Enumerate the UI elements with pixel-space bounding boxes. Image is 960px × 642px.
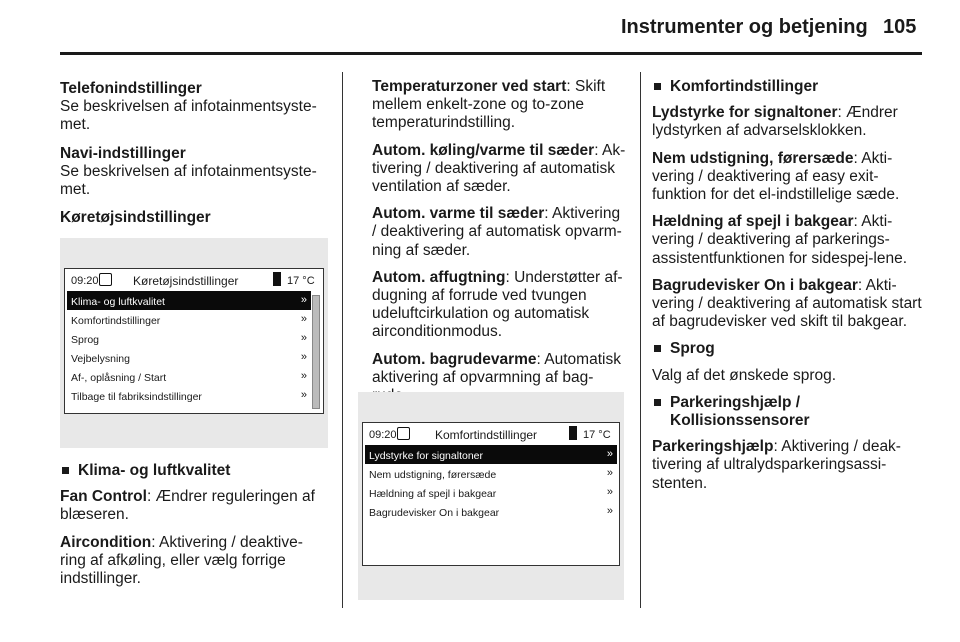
- menu-item-vejbelysning[interactable]: [67, 348, 311, 367]
- thermometer-icon: [273, 272, 281, 286]
- sprog-heading: Sprog: [670, 340, 715, 358]
- menu-item-label: Hældning af spejl i bakgear: [369, 488, 497, 500]
- temp-zones-text: : Skift mellem enkelt-zone og to-zone temperaturindstilling.: [372, 78, 606, 132]
- chevron-right-icon: »: [606, 505, 613, 517]
- menu-item-oplasning[interactable]: [67, 367, 311, 386]
- menu-item-sprog[interactable]: [67, 329, 311, 348]
- klima-bullet: [60, 462, 328, 480]
- settings-icon: [99, 273, 112, 286]
- vol-label: Lydstyrke for signaltoner: [652, 104, 838, 122]
- chevron-right-icon: »: [606, 467, 613, 479]
- chevron-right-icon: »: [300, 294, 307, 306]
- komfort-bullet: [652, 78, 924, 96]
- screen-frame: [362, 422, 620, 566]
- menu-item-signal-volume[interactable]: [365, 445, 617, 464]
- screen-title: Køretøjsindstillinger: [133, 274, 239, 288]
- park-text: : Aktivering / deak-tivering af ultralydsparkeringsassi-stenten.: [652, 438, 901, 492]
- temp-zones-label: Temperaturzoner ved start: [372, 78, 567, 95]
- navi-text: Se beskrivelsen af infotainmentsyste-met.: [60, 162, 317, 199]
- settings-icon: [397, 427, 410, 440]
- mirror-label: Hældning af spejl i bakgear: [652, 213, 854, 231]
- menu-item-easy-exit[interactable]: [365, 464, 617, 483]
- screen-time: 09:20: [71, 275, 99, 287]
- auto-cool-text: : Ak-tivering / deaktivering af automatisk ventilation af sæder.: [372, 141, 626, 196]
- park-label: Parkeringshjælp: [652, 438, 774, 456]
- column-divider-1: [342, 72, 343, 608]
- screen-title: Komfortindstillinger: [435, 428, 538, 442]
- menu-item-label: Klima- og luftkvalitet: [71, 296, 165, 308]
- vehicle-heading: Køretøjsindstillinger: [60, 209, 211, 227]
- aircon-text: : Aktivering / deaktive-ring af afkøling, eller vælg forrige indstillinger.: [60, 533, 303, 588]
- column-2: [372, 78, 628, 414]
- chevron-right-icon: »: [300, 313, 307, 325]
- scrollbar[interactable]: [312, 295, 320, 409]
- menu-item-label: Lydstyrke for signaltoner: [369, 450, 483, 462]
- tel-text: Se beskrivelsen af infotainmentsyste-met.: [60, 98, 317, 134]
- menu-item-rear-wiper[interactable]: [365, 502, 617, 521]
- page-header: [0, 0, 960, 50]
- header-title: Instrumenter og betjening: [621, 16, 868, 38]
- sprog-text: Valg af det ønskede sprog.: [652, 366, 837, 384]
- menu-item-fabrik[interactable]: [67, 386, 311, 405]
- klima-heading: Klima- og luftkvalitet: [78, 462, 231, 479]
- screen-time: 09:20: [369, 429, 397, 441]
- bullet-square-icon: [654, 345, 661, 352]
- menu-item-label: Bagrudevisker On i bakgear: [369, 507, 500, 519]
- screenshot-comfort-settings: [358, 392, 624, 600]
- screenshot-vehicle-settings: [60, 238, 328, 448]
- park-bullet: [652, 394, 924, 430]
- screen-header: [65, 269, 323, 291]
- menu-item-label: Sprog: [71, 334, 100, 346]
- menu-item-label: Komfortindstillinger: [71, 315, 161, 327]
- menu-item-komfort[interactable]: [67, 310, 311, 329]
- fan-text: : Ændrer reguleringen af blæseren.: [60, 488, 315, 524]
- bullet-square-icon: [62, 467, 69, 474]
- exit-text: : Akti-vering / deaktivering af easy exit-funktion for det el-indstillelige sæde.: [652, 149, 900, 204]
- bullet-square-icon: [654, 399, 661, 406]
- menu-item-label: Tilbage til fabriksindstillinger: [71, 391, 202, 403]
- column-1: [60, 80, 328, 227]
- aircon-label: Aircondition: [60, 533, 152, 551]
- wiper-text: : Akti-vering / deaktivering af automatisk start af bagrudevisker ved skift til bakgear.: [652, 276, 922, 331]
- header-rule: [60, 52, 922, 55]
- screen-temp: 17 °C: [583, 429, 611, 441]
- column-3: [652, 78, 924, 502]
- fan-label: Fan Control: [60, 488, 147, 506]
- chevron-right-icon: »: [300, 370, 307, 382]
- menu-item-label: Vejbelysning: [71, 353, 130, 365]
- chevron-right-icon: »: [300, 351, 307, 363]
- chevron-right-icon: »: [606, 448, 613, 460]
- menu-item-klima[interactable]: [67, 291, 311, 310]
- wiper-label: Bagrudevisker On i bakgear: [652, 276, 858, 294]
- komfort-heading: Komfortindstillinger: [670, 78, 819, 95]
- mirror-text: : Akti-vering / deaktivering af parkerings-assistentfunktionen for sidespej-lene.: [652, 213, 908, 267]
- screen-frame: [64, 268, 324, 414]
- chevron-right-icon: »: [300, 389, 307, 401]
- menu-item-mirror-tilt[interactable]: [365, 483, 617, 502]
- screen-header: [363, 423, 619, 445]
- column-divider-2: [640, 72, 641, 608]
- rear-heat-label: Autom. bagrudevarme: [372, 350, 537, 368]
- tel-heading: Telefonindstillinger: [60, 80, 202, 97]
- thermometer-icon: [569, 426, 577, 440]
- menu-item-label: Af-, oplåsning / Start: [71, 372, 167, 384]
- chevron-right-icon: »: [300, 332, 307, 344]
- bullet-square-icon: [654, 83, 661, 90]
- auto-heat-text: : Aktivering / deaktivering af automatisk opvarm-ning af sæder.: [372, 205, 622, 259]
- park-heading: Parkeringshjælp / Kollisionssensorer: [670, 393, 810, 430]
- defog-label: Autom. affugtning: [372, 268, 506, 286]
- rear-heat-text: : Automatisk aktivering af opvarmning af bag-: [372, 350, 621, 386]
- chevron-right-icon: »: [606, 486, 613, 498]
- exit-label: Nem udstigning, førersæde: [652, 149, 854, 167]
- column-1-lower: [60, 462, 328, 597]
- page-number: 105: [883, 16, 917, 38]
- screen-temp: 17 °C: [287, 275, 315, 287]
- vol-text: : Ændrer lydstyrken af advarselsklokken.: [652, 104, 898, 140]
- sprog-bullet: [652, 340, 924, 358]
- auto-heat-label: Autom. varme til sæder: [372, 205, 545, 223]
- auto-cool-label: Autom. køling/varme til sæder: [372, 141, 595, 159]
- defog-text: : Understøtter af-dugning af forrude ved tvungen udeluftcirkulation og automatisk airconditionmodus.: [372, 268, 623, 341]
- navi-heading: Navi-indstillinger: [60, 144, 186, 162]
- menu-item-label: Nem udstigning, førersæde: [369, 469, 497, 481]
